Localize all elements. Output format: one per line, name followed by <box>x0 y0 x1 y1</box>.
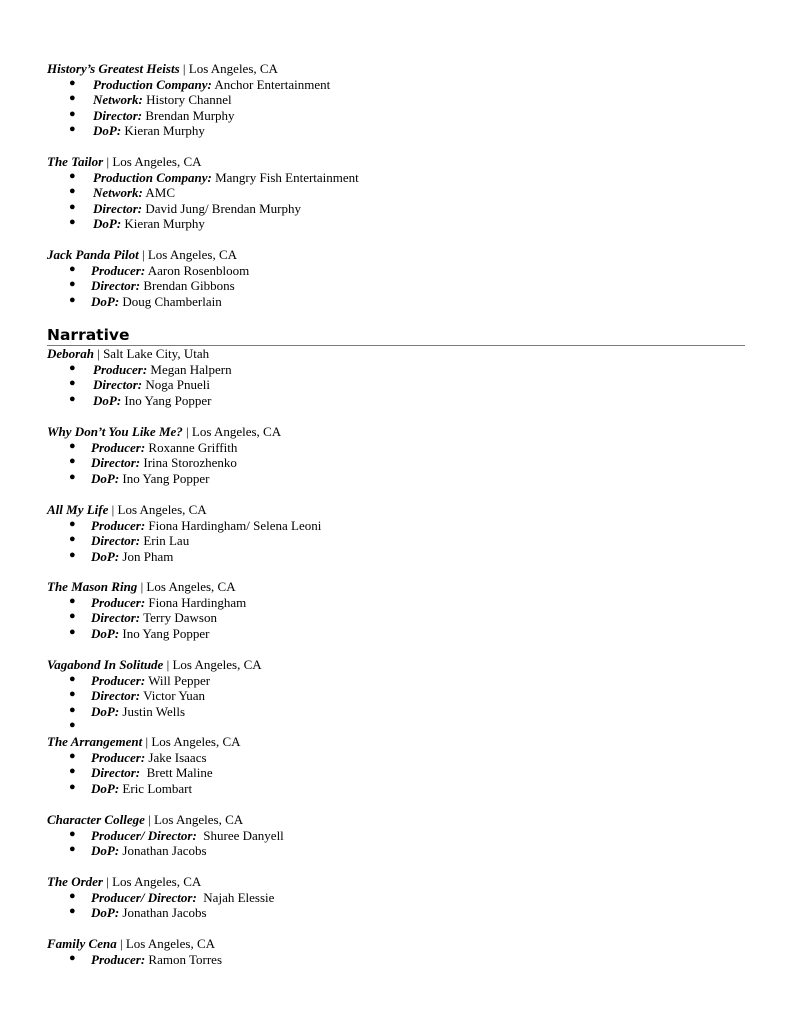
role-item <box>47 123 747 139</box>
bullet-icon: ● <box>69 843 76 855</box>
role-label: Producer: <box>91 951 146 967</box>
bullet-icon: ● <box>69 827 76 840</box>
bullet-icon: ● <box>69 361 76 374</box>
role-list <box>47 750 747 797</box>
entry-location: Los Angeles, CA <box>112 874 202 889</box>
role-item <box>47 440 747 456</box>
entry-location: Salt Lake City, Utah <box>103 346 210 361</box>
role-label: Director: <box>91 688 141 703</box>
role-item <box>47 704 747 720</box>
entry-the-order <box>47 874 747 921</box>
role-value: Brendan Murphy <box>145 107 235 123</box>
entry-why-dont-you-like-me <box>47 424 747 486</box>
bullet-icon: ● <box>69 672 76 685</box>
entry-location: Los Angeles, CA <box>153 812 244 827</box>
bullet-icon: ● <box>69 107 76 120</box>
role-item <box>47 952 747 968</box>
role-value: Mangry Fish Entertainment <box>215 169 359 185</box>
role-item <box>47 393 747 409</box>
role-item <box>47 294 747 310</box>
role-value: Brendan Gibbons <box>143 278 235 293</box>
entry-title: The Mason Ring <box>47 579 138 594</box>
entry-header: History’s Greatest Heists | Los Angeles, CA <box>47 61 278 76</box>
role-value: Fiona Hardingham <box>148 594 247 610</box>
role-label: Producer/ Director: <box>91 827 197 843</box>
role-list <box>47 595 747 642</box>
section-heading-narrative: Narrative <box>47 326 745 346</box>
bullet-icon: ● <box>69 470 76 483</box>
role-item <box>47 533 747 549</box>
role-list <box>47 828 747 859</box>
role-list <box>47 263 747 310</box>
role-label: Director: <box>93 107 143 123</box>
role-list <box>47 77 747 139</box>
role-item <box>47 377 747 393</box>
bullet-icon: ● <box>69 533 76 545</box>
entry-title: Why Don’t You Like Me? <box>47 424 183 439</box>
role-value: Justin Wells <box>122 703 186 719</box>
entry-header: The Order | Los Angeles, CA <box>47 874 202 889</box>
role-item <box>47 781 747 797</box>
role-value: Shuree Danyell <box>200 827 284 843</box>
entry-the-mason-ring <box>47 579 747 641</box>
bullet-icon: ● <box>69 216 76 228</box>
role-value: Kieran Murphy <box>124 123 205 138</box>
role-value: Ino Yang Popper <box>124 392 212 408</box>
entry-header: The Mason Ring | Los Angeles, CA <box>47 579 236 594</box>
entry-location: Los Angeles, CA <box>191 424 282 439</box>
role-item <box>47 471 747 487</box>
bullet-icon: ● <box>69 951 76 964</box>
entry-the-tailor <box>47 154 747 232</box>
role-item <box>47 688 747 704</box>
role-value: Irina Storozhenko <box>143 455 237 470</box>
entry-title: Deborah <box>47 346 94 361</box>
role-label: DoP: <box>93 392 122 408</box>
bullet-icon: ● <box>69 377 76 389</box>
role-item <box>47 610 747 626</box>
entry-family-cena <box>47 936 747 967</box>
role-value: Ramon Torres <box>148 951 223 967</box>
role-label: Director: <box>93 200 143 216</box>
role-item <box>47 626 747 642</box>
role-list <box>47 518 747 565</box>
role-value: Doug Chamberlain <box>122 293 222 309</box>
role-value: AMC <box>145 185 176 200</box>
role-item <box>47 518 747 534</box>
role-value: Kieran Murphy <box>124 216 205 231</box>
role-label: DoP: <box>91 293 120 309</box>
bullet-icon: ● <box>69 688 76 700</box>
role-item <box>47 278 747 294</box>
entry-header: Jack Panda Pilot | Los Angeles, CA <box>47 247 238 262</box>
role-value: Megan Halpern <box>150 361 232 377</box>
bullet-icon: ● <box>69 278 76 290</box>
role-item <box>47 905 747 921</box>
role-value: Najah Elessie <box>200 889 275 905</box>
role-value: Jake Isaacs <box>148 749 207 765</box>
entry-location: Los Angeles, CA <box>112 154 202 169</box>
role-label: Production Company: <box>93 169 212 185</box>
role-label: DoP: <box>93 123 122 138</box>
role-label: DoP: <box>91 905 120 920</box>
role-label: DoP: <box>93 216 122 231</box>
entry-title: Character College <box>47 812 145 827</box>
entry-the-arrangement <box>47 734 747 796</box>
role-value: Jonathan Jacobs <box>122 843 207 858</box>
role-item <box>47 201 747 217</box>
entry-character-college <box>47 812 747 859</box>
entry-vagabond-in-solitude <box>47 657 747 735</box>
entry-title: Jack Panda Pilot <box>47 247 139 262</box>
entry-header: The Arrangement | Los Angeles, CA <box>47 734 241 749</box>
role-item <box>47 170 747 186</box>
entry-title: Vagabond In Solitude <box>47 657 164 672</box>
role-item <box>47 455 747 471</box>
role-list <box>47 890 747 921</box>
role-label: Producer: <box>91 262 146 278</box>
entry-header: All My Life | Los Angeles, CA <box>47 502 207 517</box>
bullet-icon: ● <box>69 765 76 777</box>
bullet-icon: ● <box>69 703 76 716</box>
role-item <box>47 92 747 108</box>
role-item <box>47 362 747 378</box>
role-label: DoP: <box>91 625 120 641</box>
bullet-icon: ● <box>69 185 76 197</box>
role-item-empty <box>47 719 747 735</box>
role-value: Terry Dawson <box>143 610 217 625</box>
entry-header: The Tailor | Los Angeles, CA <box>47 154 202 169</box>
bullet-icon: ● <box>69 548 76 561</box>
bullet-icon: ● <box>69 719 76 731</box>
entry-all-my-life <box>47 502 747 564</box>
role-value: Eric Lombart <box>122 780 193 796</box>
role-list <box>47 362 747 409</box>
role-list <box>47 952 747 968</box>
bullet-icon: ● <box>69 392 76 405</box>
entry-location: Los Angeles, CA <box>125 936 216 951</box>
bullet-icon: ● <box>69 594 76 607</box>
role-label: Director: <box>93 377 143 392</box>
role-label: Director: <box>91 533 141 548</box>
role-label: Producer: <box>91 439 146 455</box>
role-label: Producer/ Director: <box>91 889 197 905</box>
role-label: Production Company: <box>93 76 212 92</box>
entry-title: The Tailor <box>47 154 104 169</box>
bullet-icon: ● <box>69 169 76 182</box>
bullet-icon: ● <box>69 262 76 275</box>
entry-title: Family Cena <box>47 936 117 951</box>
entry-header: Character College | Los Angeles, CA <box>47 812 244 827</box>
role-list <box>47 673 747 735</box>
role-value: Brett Maline <box>143 765 213 780</box>
bullet-icon: ● <box>69 92 76 104</box>
entry-header: Vagabond In Solitude | Los Angeles, CA <box>47 657 262 672</box>
entry-location: Los Angeles, CA <box>147 247 238 262</box>
role-value: Noga Pnueli <box>145 377 210 392</box>
role-item <box>47 77 747 93</box>
role-label: Producer: <box>93 361 148 377</box>
entry-title: All My Life <box>47 502 109 517</box>
role-label: DoP: <box>91 548 120 564</box>
entry-location: Los Angeles, CA <box>146 579 236 594</box>
entry-title: The Order <box>47 874 103 889</box>
role-label: Producer: <box>91 594 146 610</box>
entry-header: Why Don’t You Like Me? | Los Angeles, CA <box>47 424 282 439</box>
bullet-icon: ● <box>69 749 76 762</box>
role-value: Jon Pham <box>122 548 174 564</box>
bullet-icon: ● <box>69 625 76 638</box>
role-item <box>47 765 747 781</box>
role-label: DoP: <box>91 780 120 796</box>
role-value: David Jung/ Brendan Murphy <box>145 200 301 216</box>
role-value: Victor Yuan <box>143 688 206 703</box>
entry-location: Los Angeles, CA <box>172 657 262 672</box>
role-label: Director: <box>91 765 141 780</box>
role-value: Erin Lau <box>143 533 190 548</box>
role-value: Aaron Rosenbloom <box>147 262 250 278</box>
role-list <box>47 170 747 232</box>
entry-title: History’s Greatest Heists <box>47 61 180 76</box>
role-list <box>47 440 747 487</box>
role-value: Fiona Hardingham/ Selena Leoni <box>148 517 322 533</box>
role-value: Roxanne Griffith <box>148 439 238 455</box>
role-item <box>47 263 747 279</box>
role-label: DoP: <box>91 843 120 858</box>
role-item <box>47 595 747 611</box>
bullet-icon: ● <box>69 610 76 622</box>
role-item <box>47 843 747 859</box>
role-label: Producer: <box>91 749 146 765</box>
entry-deborah <box>47 346 747 408</box>
role-item <box>47 549 747 565</box>
bullet-icon: ● <box>69 905 76 917</box>
role-item <box>47 673 747 689</box>
role-label: Producer: <box>91 517 146 533</box>
role-item <box>47 185 747 201</box>
entry-location: Los Angeles, CA <box>151 734 241 749</box>
role-label: Network: <box>93 92 143 107</box>
role-value: Ino Yang Popper <box>122 625 210 641</box>
role-label: Director: <box>91 610 141 625</box>
bullet-icon: ● <box>69 780 76 793</box>
role-item <box>47 108 747 124</box>
bullet-icon: ● <box>69 439 76 452</box>
bullet-icon: ● <box>69 200 76 213</box>
role-label: DoP: <box>91 703 120 719</box>
role-value: Jonathan Jacobs <box>122 905 207 920</box>
entry-title: The Arrangement <box>47 734 143 749</box>
bullet-icon: ● <box>69 889 76 902</box>
role-item <box>47 828 747 844</box>
bullet-icon: ● <box>69 517 76 530</box>
role-label: Network: <box>93 185 143 200</box>
entry-location: Los Angeles, CA <box>117 502 207 517</box>
bullet-icon: ● <box>69 455 76 467</box>
role-label: Producer: <box>91 672 146 688</box>
bullet-icon: ● <box>69 76 76 89</box>
role-item <box>47 750 747 766</box>
role-label: DoP: <box>91 470 120 486</box>
role-item <box>47 216 747 232</box>
bullet-icon: ● <box>69 123 76 135</box>
role-item <box>47 890 747 906</box>
bullet-icon: ● <box>69 293 76 306</box>
role-value: Will Pepper <box>148 672 211 688</box>
role-value: Ino Yang Popper <box>122 470 210 486</box>
role-value: Anchor Entertainment <box>214 76 331 92</box>
entry-histories-greatest-heists <box>47 61 747 139</box>
entry-header: Family Cena | Los Angeles, CA <box>47 936 216 951</box>
entry-header: Deborah | Salt Lake City, Utah <box>47 346 210 361</box>
role-value: History Channel <box>146 92 232 107</box>
entry-jack-panda-pilot <box>47 247 747 309</box>
role-label: Director: <box>91 278 141 293</box>
entry-location: Los Angeles, CA <box>188 61 278 76</box>
role-label: Director: <box>91 455 141 470</box>
